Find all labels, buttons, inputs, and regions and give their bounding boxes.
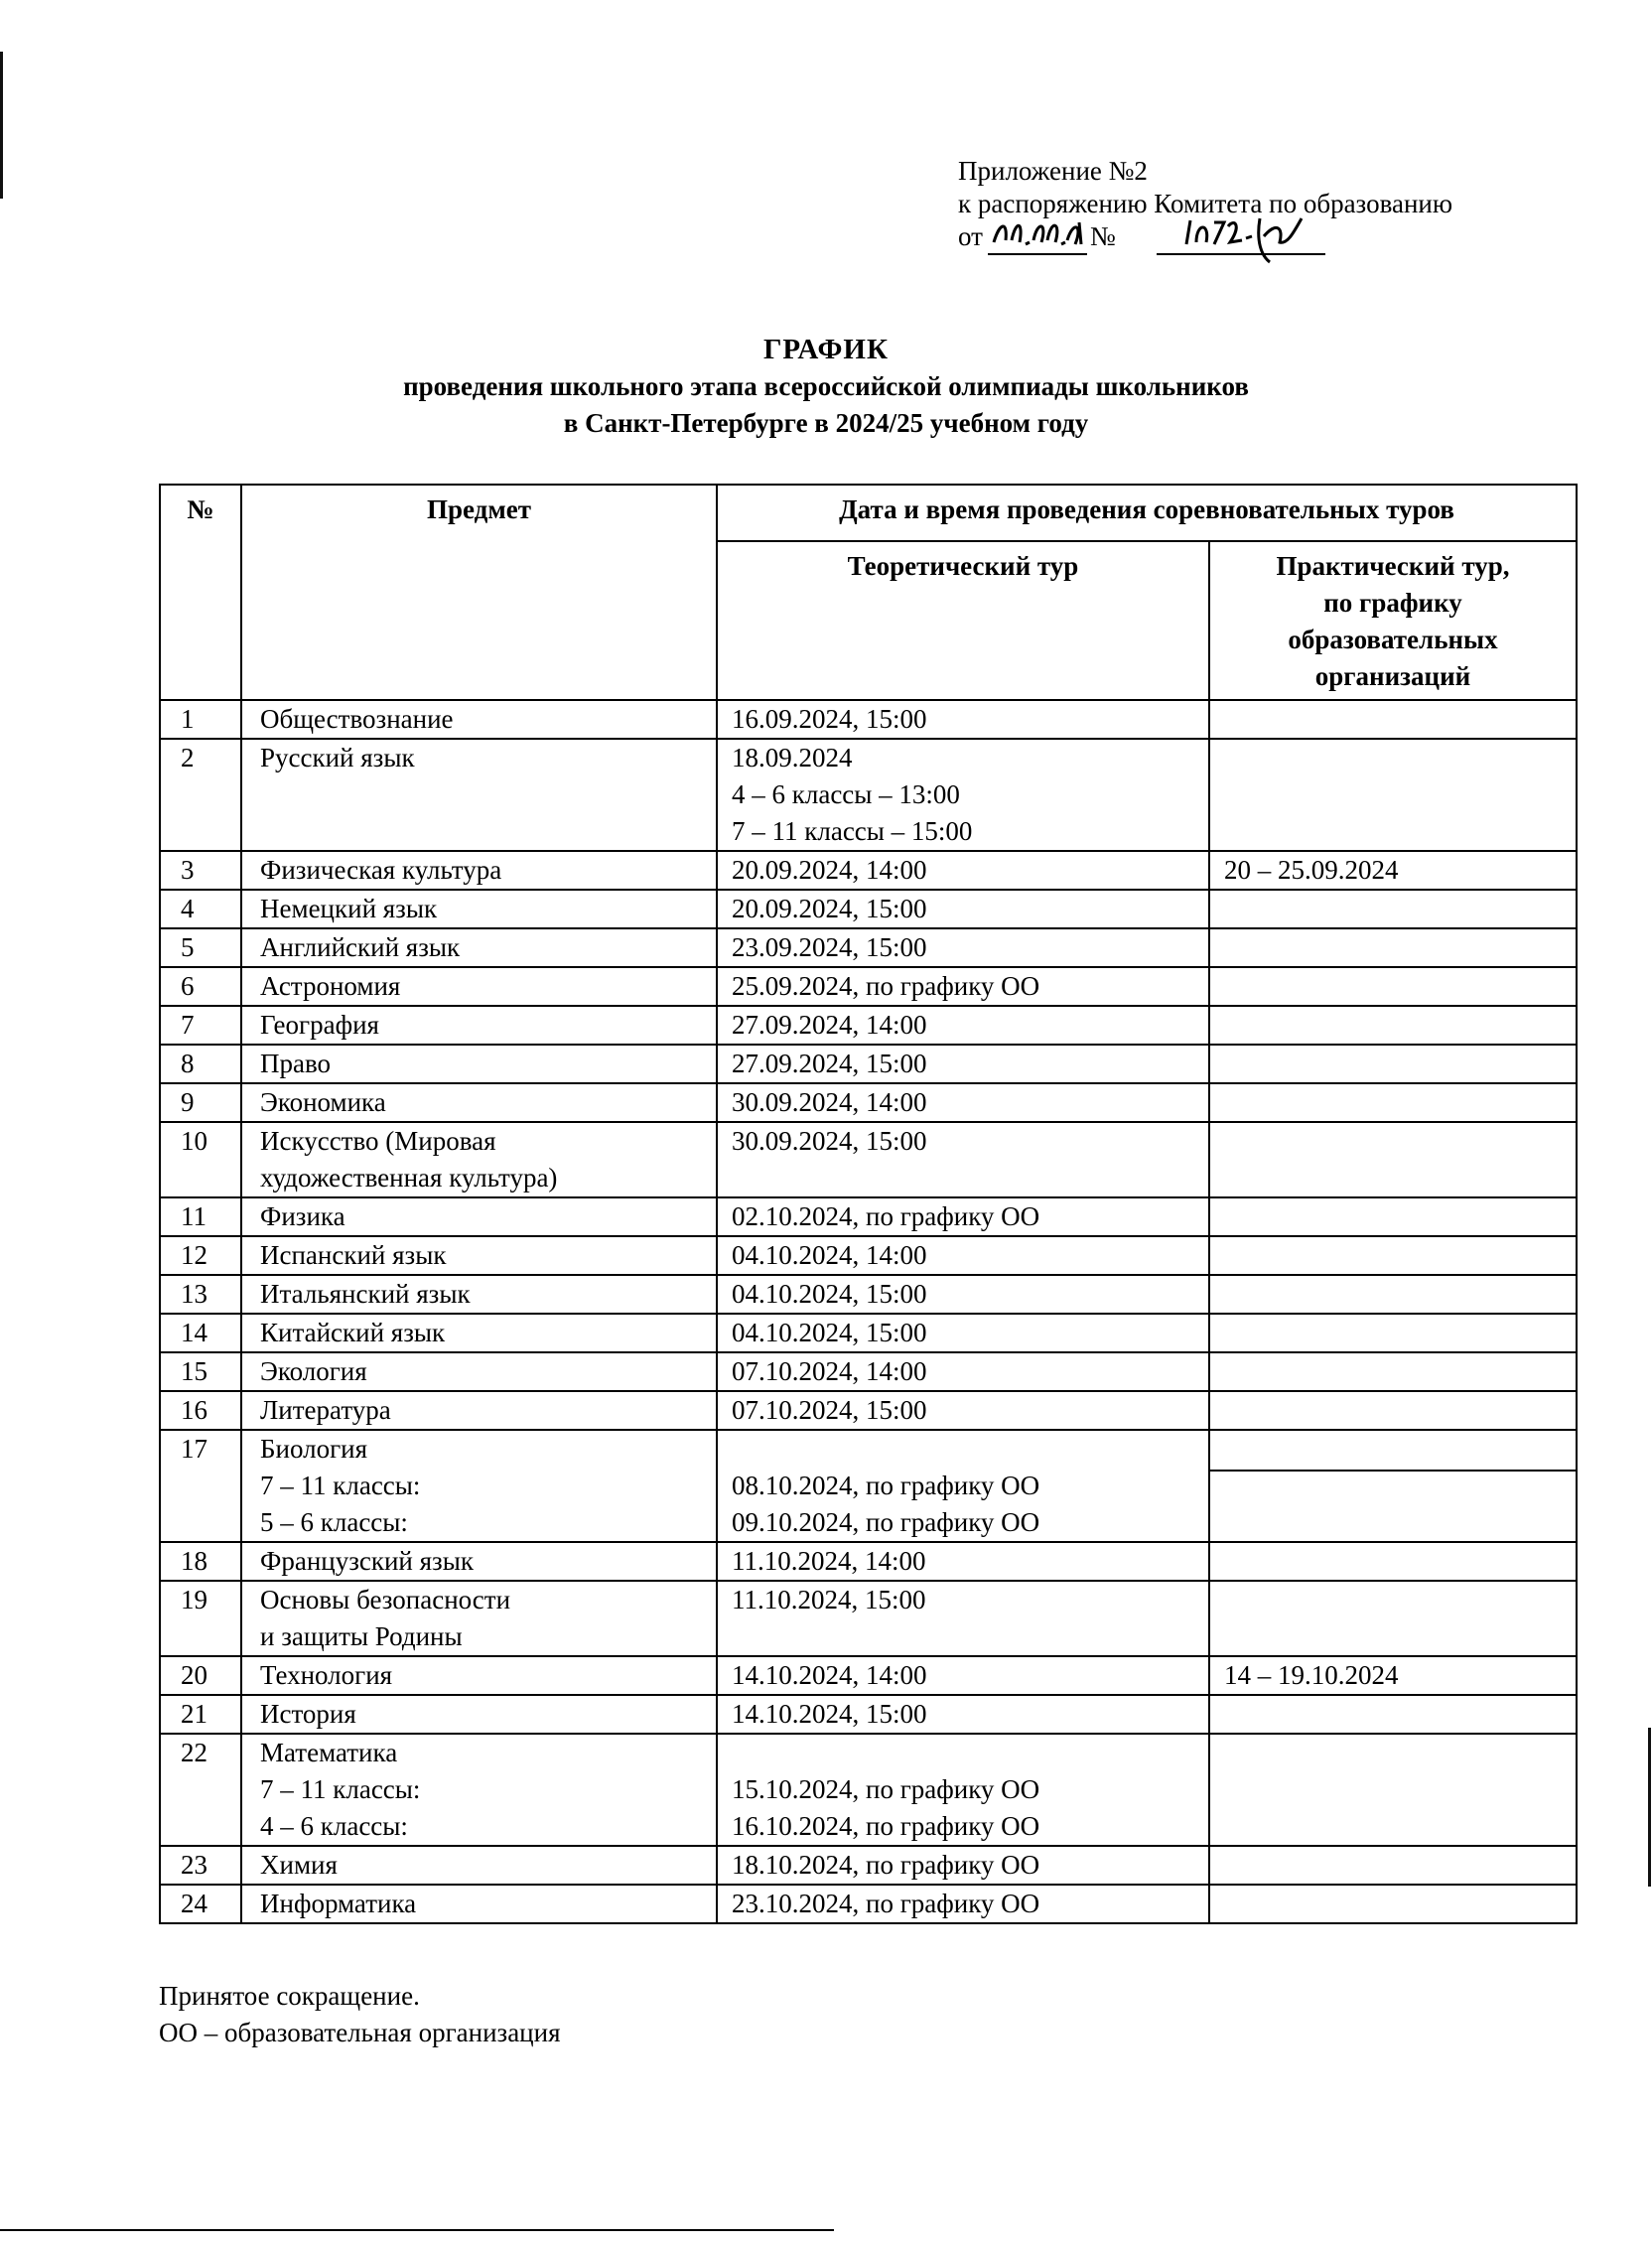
row-subject: [241, 967, 717, 1006]
row-theory-date: [717, 1430, 1209, 1542]
theory-line: 02.10.2024, по графику ОО: [732, 1201, 1040, 1231]
row-practice-date: [1209, 1197, 1577, 1236]
table-row: [160, 1236, 1577, 1275]
row-theory-date: [717, 967, 1209, 1006]
row-number: 8: [160, 1045, 241, 1083]
table-row: [160, 1656, 1577, 1695]
row-number: 12: [160, 1236, 241, 1275]
row-number: 23: [160, 1846, 241, 1885]
row-theory-date: [717, 1352, 1209, 1391]
row-number: 3: [160, 851, 241, 890]
title-heading: ГРАФИК: [762, 334, 890, 365]
row-theory-date: [717, 1083, 1209, 1122]
row-practice-date: [1209, 1656, 1577, 1695]
row-number: 21: [160, 1695, 241, 1734]
row-theory-date: [717, 1885, 1209, 1923]
row-number: 1: [160, 700, 241, 739]
schedule-table: [159, 484, 1578, 1924]
row-practice-date: [1209, 1045, 1577, 1083]
row-practice-date: [1209, 1314, 1577, 1352]
row-theory-date: [717, 1045, 1209, 1083]
subject-line: Немецкий язык: [260, 894, 438, 923]
theory-line: 25.09.2024, по графику ОО: [732, 971, 1040, 1001]
table-row: [160, 1083, 1577, 1122]
row-theory-date: [717, 1846, 1209, 1885]
theory-line: 27.09.2024, 15:00: [732, 1049, 927, 1078]
row-subject: [241, 1275, 717, 1314]
abbreviation-title: Принятое сокращение.: [159, 1981, 420, 2011]
row-theory-date: [717, 1006, 1209, 1045]
table-row: [160, 1314, 1577, 1352]
row-practice-date: [1209, 1083, 1577, 1122]
table-row: [160, 1391, 1577, 1430]
row-practice-date: [1209, 1006, 1577, 1045]
abbreviation-note: [159, 1978, 561, 2051]
theory-line: 7 – 11 классы – 15:00: [732, 816, 973, 846]
subject-line: Экономика: [260, 1087, 386, 1117]
row-subject: [241, 1083, 717, 1122]
row-practice-date: [1209, 1391, 1577, 1430]
practice-line: 14 – 19.10.2024: [1224, 1660, 1399, 1690]
theory-line: 20.09.2024, 15:00: [732, 894, 927, 923]
theory-line: 4 – 6 классы – 13:00: [732, 779, 960, 809]
row-subject: [241, 1314, 717, 1352]
theory-line: 20.09.2024, 14:00: [732, 855, 927, 885]
theory-line: [732, 1735, 1194, 1771]
theory-line: 16.10.2024, по графику ОО: [732, 1811, 1040, 1841]
theory-line: 18.10.2024, по графику ОО: [732, 1850, 1040, 1880]
theory-line: 23.09.2024, 15:00: [732, 932, 927, 962]
row-subject: [241, 1236, 717, 1275]
subject-line: художественная культура): [260, 1163, 558, 1193]
row-practice-date: [1209, 967, 1577, 1006]
subject-line: Русский язык: [260, 743, 415, 772]
table-row: [160, 1006, 1577, 1045]
table-row: [160, 1197, 1577, 1236]
appendix-header: [958, 155, 1452, 256]
date-prefix: от: [958, 221, 983, 251]
header-subject: Предмет: [241, 485, 717, 700]
row-number: 24: [160, 1885, 241, 1923]
row-number: 5: [160, 928, 241, 967]
table-row: [160, 1352, 1577, 1391]
table-row: [160, 928, 1577, 967]
row-theory-date: [717, 1542, 1209, 1581]
row-theory-date: [717, 1197, 1209, 1236]
subject-line: Физическая культура: [260, 855, 502, 885]
row-theory-date: [717, 1391, 1209, 1430]
header-practice: [1209, 541, 1577, 700]
appendix-date-number-row: [958, 220, 1452, 256]
table-row: [160, 1734, 1577, 1846]
subject-line: Информатика: [260, 1889, 417, 1918]
row-theory-date: [717, 1656, 1209, 1695]
row-number: 13: [160, 1275, 241, 1314]
row-subject: [241, 1430, 717, 1542]
table-header-row: [160, 485, 1577, 541]
row-theory-date: [717, 1314, 1209, 1352]
scan-edge-mark: [1648, 1728, 1651, 1887]
abbreviation-definition: ОО – образовательная организация: [159, 2018, 561, 2047]
subject-line: Английский язык: [260, 932, 461, 962]
number-prefix: №: [1090, 221, 1116, 251]
row-subject: [241, 1542, 717, 1581]
document-title: [0, 331, 1652, 442]
header-dates-group: Дата и время проведения соревновательных туров: [717, 485, 1577, 541]
theory-line: 27.09.2024, 14:00: [732, 1010, 927, 1040]
row-subject: [241, 1846, 717, 1885]
theory-line: 11.10.2024, 14:00: [732, 1546, 926, 1576]
row-practice-date: [1209, 1734, 1577, 1846]
row-practice-date: [1209, 1846, 1577, 1885]
subject-line: Китайский язык: [260, 1318, 446, 1347]
table-row: [160, 1885, 1577, 1923]
header-num: №: [160, 485, 241, 700]
practice-cell-divider: [1210, 1431, 1576, 1472]
row-subject: [241, 1045, 717, 1083]
row-number: 6: [160, 967, 241, 1006]
row-practice-date: [1209, 1352, 1577, 1391]
row-number: 14: [160, 1314, 241, 1352]
subject-line: Литература: [260, 1395, 391, 1425]
row-subject: [241, 1581, 717, 1656]
subject-line: 4 – 6 классы:: [260, 1811, 408, 1841]
row-theory-date: [717, 928, 1209, 967]
practice-line: 20 – 25.09.2024: [1224, 855, 1399, 885]
subject-line: Астрономия: [260, 971, 401, 1001]
subject-line: и защиты Родины: [260, 1621, 463, 1651]
row-subject: [241, 1352, 717, 1391]
row-practice-date: [1209, 1236, 1577, 1275]
row-subject: [241, 1656, 717, 1695]
theory-line: 07.10.2024, 14:00: [732, 1356, 927, 1386]
row-practice-date: [1209, 1430, 1577, 1542]
title-line-3: в Санкт-Петербурге в 2024/25 учебном году: [563, 408, 1089, 438]
theory-line: 04.10.2024, 14:00: [732, 1240, 927, 1270]
row-subject: [241, 890, 717, 928]
row-subject: [241, 1006, 717, 1045]
row-number: 16: [160, 1391, 241, 1430]
row-practice-date: [1209, 1581, 1577, 1656]
row-theory-date: [717, 1275, 1209, 1314]
theory-line: 15.10.2024, по графику ОО: [732, 1774, 1040, 1804]
table-row: [160, 890, 1577, 928]
date-underline: [988, 253, 1087, 255]
row-theory-date: [717, 1581, 1209, 1656]
row-practice-date: [1209, 1122, 1577, 1197]
row-theory-date: [717, 890, 1209, 928]
handwritten-number-mark: [1184, 212, 1313, 264]
table-row: [160, 1430, 1577, 1542]
row-practice-date: [1209, 890, 1577, 928]
row-subject: [241, 1122, 717, 1197]
row-practice-date: [1209, 851, 1577, 890]
row-practice-date: [1209, 739, 1577, 851]
theory-line: [732, 1431, 1194, 1468]
subject-line: История: [260, 1699, 356, 1729]
subject-line: Физика: [260, 1201, 345, 1231]
row-number: 20: [160, 1656, 241, 1695]
subject-line: Основы безопасности: [260, 1585, 511, 1614]
subject-line: 7 – 11 классы:: [260, 1774, 421, 1804]
theory-line: 11.10.2024, 15:00: [732, 1585, 926, 1614]
row-subject: [241, 1197, 717, 1236]
table-row: [160, 1542, 1577, 1581]
subject-line: Биология: [260, 1434, 368, 1464]
row-practice-date: [1209, 1275, 1577, 1314]
row-subject: [241, 700, 717, 739]
row-number: 11: [160, 1197, 241, 1236]
title-line-2: проведения школьного этапа всероссийской олимпиады школьников: [403, 371, 1249, 401]
table-row: [160, 1045, 1577, 1083]
table-row: [160, 967, 1577, 1006]
table-row: [160, 1846, 1577, 1885]
row-subject: [241, 1885, 717, 1923]
table-row: [160, 1581, 1577, 1656]
theory-line: 30.09.2024, 14:00: [732, 1087, 927, 1117]
subject-line: Обществознание: [260, 704, 454, 734]
subject-line: 5 – 6 классы:: [260, 1507, 408, 1537]
row-theory-date: [717, 700, 1209, 739]
row-number: 9: [160, 1083, 241, 1122]
appendix-reference: к распоряжению Комитета по образованию: [958, 189, 1453, 218]
row-practice-date: [1209, 1542, 1577, 1581]
row-number: 2: [160, 739, 241, 851]
row-theory-date: [717, 1734, 1209, 1846]
theory-line: 08.10.2024, по графику ОО: [732, 1471, 1040, 1500]
row-subject: [241, 1695, 717, 1734]
row-subject: [241, 739, 717, 851]
row-practice-date: [1209, 1695, 1577, 1734]
row-subject: [241, 1734, 717, 1846]
subject-line: Французский язык: [260, 1546, 474, 1576]
theory-line: 14.10.2024, 14:00: [732, 1660, 927, 1690]
subject-line: Технология: [260, 1660, 393, 1690]
row-number: 7: [160, 1006, 241, 1045]
row-number: 22: [160, 1734, 241, 1846]
subject-line: Итальянский язык: [260, 1279, 471, 1309]
row-subject: [241, 1391, 717, 1430]
theory-line: 16.09.2024, 15:00: [732, 704, 927, 734]
row-practice-date: [1209, 1885, 1577, 1923]
row-number: 10: [160, 1122, 241, 1197]
theory-line: 18.09.2024: [732, 743, 853, 772]
theory-line: 04.10.2024, 15:00: [732, 1318, 927, 1347]
row-subject: [241, 928, 717, 967]
subject-line: Математика: [260, 1738, 398, 1767]
header-practice-line: образовательных: [1288, 625, 1498, 654]
theory-line: 09.10.2024, по графику ОО: [732, 1507, 1040, 1537]
appendix-title: Приложение №2: [958, 156, 1148, 186]
theory-line: 14.10.2024, 15:00: [732, 1699, 927, 1729]
theory-line: 04.10.2024, 15:00: [732, 1279, 927, 1309]
table-row: [160, 1122, 1577, 1197]
row-number: 4: [160, 890, 241, 928]
row-theory-date: [717, 1122, 1209, 1197]
table-row: [160, 1275, 1577, 1314]
row-number: 15: [160, 1352, 241, 1391]
row-practice-date: [1209, 928, 1577, 967]
subject-line: Искусство (Мировая: [260, 1126, 496, 1156]
row-subject: [241, 851, 717, 890]
header-practice-line: по графику: [1323, 588, 1462, 618]
subject-line: Право: [260, 1049, 332, 1078]
subject-line: География: [260, 1010, 379, 1040]
theory-line: 07.10.2024, 15:00: [732, 1395, 927, 1425]
page-bottom-rule: [0, 2229, 834, 2231]
row-theory-date: [717, 851, 1209, 890]
header-practice-line: Практический тур,: [1276, 551, 1510, 581]
theory-line: 30.09.2024, 15:00: [732, 1126, 927, 1156]
header-practice-line: организаций: [1314, 661, 1471, 691]
schedule-body: [160, 700, 1577, 1923]
row-theory-date: [717, 1695, 1209, 1734]
row-theory-date: [717, 1236, 1209, 1275]
scan-edge-mark: [0, 159, 2, 199]
subject-line: Экология: [260, 1356, 367, 1386]
table-row: [160, 1695, 1577, 1734]
handwritten-date-mark: [990, 214, 1089, 252]
subject-line: Химия: [260, 1850, 338, 1880]
row-theory-date: [717, 739, 1209, 851]
row-number: 17: [160, 1430, 241, 1542]
row-practice-date: [1209, 700, 1577, 739]
table-row: [160, 700, 1577, 739]
header-theory: Теоретический тур: [717, 541, 1209, 700]
row-number: 19: [160, 1581, 241, 1656]
theory-line: 23.10.2024, по графику ОО: [732, 1889, 1040, 1918]
table-row: [160, 739, 1577, 851]
row-number: 18: [160, 1542, 241, 1581]
table-row: [160, 851, 1577, 890]
subject-line: Испанский язык: [260, 1240, 447, 1270]
subject-line: 7 – 11 классы:: [260, 1471, 421, 1500]
